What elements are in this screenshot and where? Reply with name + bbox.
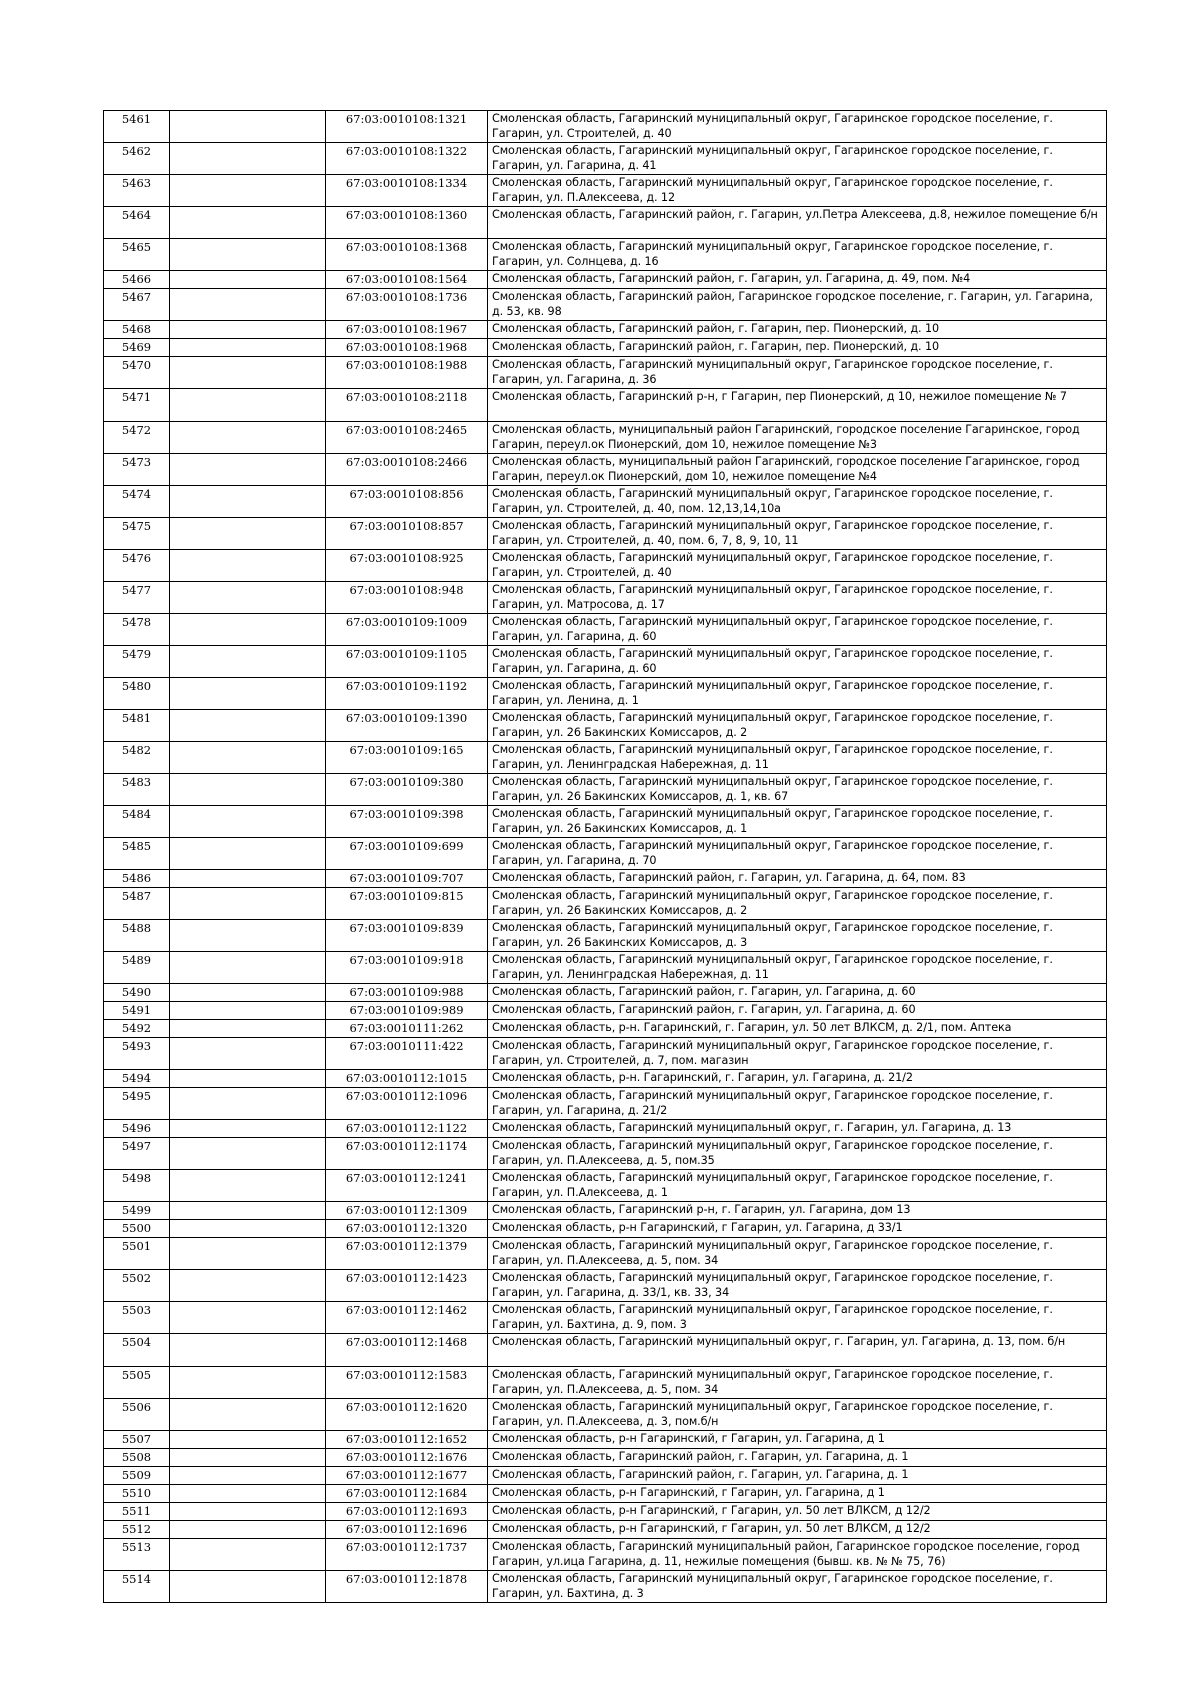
table-row <box>104 111 1107 143</box>
address-cell: Смоленская область, р-н Гагаринский, г Гагарин, ул. Гагарина, д 1 <box>488 1485 1107 1503</box>
cadastral-number: 67:03:0010112:1309 <box>326 1202 488 1220</box>
row-number: 5476 <box>104 550 170 582</box>
empty-cell <box>170 271 326 289</box>
row-number: 5504 <box>104 1334 170 1367</box>
empty-cell <box>170 1467 326 1485</box>
row-number: 5461 <box>104 111 170 143</box>
table-row <box>104 1431 1107 1449</box>
table-row <box>104 1020 1107 1038</box>
table-row <box>104 742 1107 774</box>
cadastral-number: 67:03:0010112:1241 <box>326 1170 488 1202</box>
address-cell: Смоленская область, р-н. Гагаринский, г. Гагарин, ул. Гагарина, д. 21/2 <box>488 1070 1107 1088</box>
address-cell: Смоленская область, Гагаринский район, г. Гагарин, ул. Гагарина, д. 60 <box>488 984 1107 1002</box>
empty-cell <box>170 1571 326 1603</box>
address-cell: Смоленская область, Гагаринский район, г. Гагарин, пер. Пионерский, д. 10 <box>488 339 1107 357</box>
table-row <box>104 678 1107 710</box>
table-row <box>104 1302 1107 1334</box>
row-number: 5478 <box>104 614 170 646</box>
address-cell: Смоленская область, Гагаринский муниципальный округ, Гагаринское городское поселение, г. Гагарин, ул. П.Алексеева, д. 12 <box>488 175 1107 207</box>
empty-cell <box>170 321 326 339</box>
row-number: 5477 <box>104 582 170 614</box>
table-row <box>104 1467 1107 1485</box>
row-number: 5500 <box>104 1220 170 1238</box>
address-cell: Смоленская область, Гагаринский муниципальный округ, Гагаринское городское поселение, г. Гагарин, ул. 26 Бакинских Комиссаров, д. 1 <box>488 806 1107 838</box>
cadastral-number: 67:03:0010109:1105 <box>326 646 488 678</box>
empty-cell <box>170 1485 326 1503</box>
table-row <box>104 321 1107 339</box>
table-row <box>104 550 1107 582</box>
empty-cell <box>170 1334 326 1367</box>
address-cell: Смоленская область, Гагаринский муниципальный округ, Гагаринское городское поселение, г. Гагарин, ул. Ленинградская Набережная, д. 11 <box>488 742 1107 774</box>
empty-cell <box>170 422 326 454</box>
empty-cell <box>170 1170 326 1202</box>
empty-cell <box>170 1302 326 1334</box>
empty-cell <box>170 952 326 984</box>
empty-cell <box>170 920 326 952</box>
empty-cell <box>170 289 326 321</box>
cadastral-number: 67:03:0010109:815 <box>326 888 488 920</box>
table-row <box>104 984 1107 1002</box>
empty-cell <box>170 357 326 389</box>
table-row <box>104 888 1107 920</box>
row-number: 5468 <box>104 321 170 339</box>
row-number: 5482 <box>104 742 170 774</box>
cadastral-number: 67:03:0010108:857 <box>326 518 488 550</box>
empty-cell <box>170 1270 326 1302</box>
cadastral-number: 67:03:0010109:988 <box>326 984 488 1002</box>
table-row <box>104 389 1107 422</box>
cadastral-number: 67:03:0010108:1368 <box>326 239 488 271</box>
empty-cell <box>170 389 326 422</box>
cadastral-number: 67:03:0010108:1334 <box>326 175 488 207</box>
table-row <box>104 710 1107 742</box>
cadastral-number: 67:03:0010108:1968 <box>326 339 488 357</box>
address-cell: Смоленская область, Гагаринский муниципальный округ, Гагаринское городское поселение, г. Гагарин, ул. Строителей, д. 40 <box>488 550 1107 582</box>
row-number: 5493 <box>104 1038 170 1070</box>
empty-cell <box>170 1120 326 1138</box>
row-number: 5475 <box>104 518 170 550</box>
table-row <box>104 870 1107 888</box>
empty-cell <box>170 838 326 870</box>
cadastral-number: 67:03:0010109:918 <box>326 952 488 984</box>
cadastral-number: 67:03:0010108:1322 <box>326 143 488 175</box>
cadastral-number: 67:03:0010112:1677 <box>326 1467 488 1485</box>
table-row <box>104 1002 1107 1020</box>
row-number: 5480 <box>104 678 170 710</box>
table-row <box>104 1170 1107 1202</box>
cadastral-number: 67:03:0010108:2118 <box>326 389 488 422</box>
row-number: 5487 <box>104 888 170 920</box>
cadastral-number: 67:03:0010112:1737 <box>326 1539 488 1571</box>
row-number: 5471 <box>104 389 170 422</box>
address-cell: Смоленская область, Гагаринский муниципальный округ, Гагаринское городское поселение, г. Гагарин, ул. П.Алексеева, д. 5, пом. 34 <box>488 1238 1107 1270</box>
cadastral-number: 67:03:0010109:380 <box>326 774 488 806</box>
address-cell: Смоленская область, Гагаринский муниципальный округ, Гагаринское городское поселение, г. Гагарин, ул. 26 Бакинских Комиссаров, д. 1, кв. 67 <box>488 774 1107 806</box>
address-cell: Смоленская область, Гагаринский муниципальный округ, Гагаринское городское поселение, г. Гагарин, ул. Гагарина, д. 41 <box>488 143 1107 175</box>
row-number: 5485 <box>104 838 170 870</box>
address-cell: Смоленская область, Гагаринский муниципальный округ, Гагаринское городское поселение, г. Гагарин, ул. Матросова, д. 17 <box>488 582 1107 614</box>
cadastral-number: 67:03:0010109:1009 <box>326 614 488 646</box>
cadastral-number: 67:03:0010109:707 <box>326 870 488 888</box>
empty-cell <box>170 774 326 806</box>
address-cell: Смоленская область, Гагаринский район, г. Гагарин, ул.Петра Алексеева, д.8, нежилое помещение б/н <box>488 207 1107 239</box>
row-number: 5464 <box>104 207 170 239</box>
empty-cell <box>170 710 326 742</box>
row-number: 5507 <box>104 1431 170 1449</box>
table-row <box>104 1521 1107 1539</box>
address-cell: Смоленская область, р-н Гагаринский, г Гагарин, ул. Гагарина, д 1 <box>488 1431 1107 1449</box>
cadastral-number: 67:03:0010109:1192 <box>326 678 488 710</box>
cadastral-number: 67:03:0010108:856 <box>326 486 488 518</box>
row-number: 5512 <box>104 1521 170 1539</box>
row-number: 5484 <box>104 806 170 838</box>
empty-cell <box>170 1367 326 1399</box>
cadastral-number: 67:03:0010112:1122 <box>326 1120 488 1138</box>
row-number: 5488 <box>104 920 170 952</box>
address-cell: Смоленская область, Гагаринский муниципальный округ, Гагаринское городское поселение, г. Гагарин, ул. Ленина, д. 1 <box>488 678 1107 710</box>
address-cell: Смоленская область, Гагаринский муниципальный округ, Гагаринское городское поселение, г. Гагарин, ул. Бахтина, д. 9, пом. 3 <box>488 1302 1107 1334</box>
empty-cell <box>170 550 326 582</box>
address-cell: Смоленская область, Гагаринский муниципальный округ, Гагаринское городское поселение, г. Гагарин, ул. Строителей, д. 40, пом. 6, 7, 8, 9, 10, 11 <box>488 518 1107 550</box>
empty-cell <box>170 1238 326 1270</box>
empty-cell <box>170 1020 326 1038</box>
cadastral-number: 67:03:0010109:398 <box>326 806 488 838</box>
empty-cell <box>170 984 326 1002</box>
address-cell: Смоленская область, Гагаринский муниципальный округ, Гагаринское городское поселение, г. Гагарин, ул. Гагарина, д. 70 <box>488 838 1107 870</box>
table-row <box>104 952 1107 984</box>
row-number: 5496 <box>104 1120 170 1138</box>
table-row <box>104 1270 1107 1302</box>
table-row <box>104 339 1107 357</box>
table-row <box>104 289 1107 321</box>
cadastral-number: 67:03:0010112:1676 <box>326 1449 488 1467</box>
row-number: 5465 <box>104 239 170 271</box>
address-cell: Смоленская область, муниципальный район Гагаринский, городское поселение Гагаринское, город Гагарин, переул.ок Пионерский, дом 10, нежилое помещение №3 <box>488 422 1107 454</box>
row-number: 5472 <box>104 422 170 454</box>
empty-cell <box>170 1088 326 1120</box>
empty-cell <box>170 454 326 486</box>
cadastral-number: 67:03:0010112:1652 <box>326 1431 488 1449</box>
row-number: 5486 <box>104 870 170 888</box>
cadastral-number: 67:03:0010112:1015 <box>326 1070 488 1088</box>
empty-cell <box>170 1449 326 1467</box>
cadastral-number: 67:03:0010112:1096 <box>326 1088 488 1120</box>
address-cell: Смоленская область, Гагаринский муниципальный округ, Гагаринское городское поселение, г. Гагарин, ул. Солнцева, д. 16 <box>488 239 1107 271</box>
row-number: 5497 <box>104 1138 170 1170</box>
table-row <box>104 838 1107 870</box>
empty-cell <box>170 1038 326 1070</box>
cadastral-number: 67:03:0010112:1320 <box>326 1220 488 1238</box>
address-cell: Смоленская область, Гагаринский район, г. Гагарин, ул. Гагарина, д. 1 <box>488 1449 1107 1467</box>
row-number: 5509 <box>104 1467 170 1485</box>
address-cell: Смоленская область, Гагаринский муниципальный округ, г. Гагарин, ул. Гагарина, д. 13 <box>488 1120 1107 1138</box>
address-cell: Смоленская область, Гагаринский район, г. Гагарин, ул. Гагарина, д. 1 <box>488 1467 1107 1485</box>
address-cell: Смоленская область, р-н Гагаринский, г Гагарин, ул. 50 лет ВЛКСМ, д 12/2 <box>488 1521 1107 1539</box>
cadastral-number: 67:03:0010108:2465 <box>326 422 488 454</box>
address-cell: Смоленская область, Гагаринский муниципальный округ, Гагаринское городское поселение, г. Гагарин, ул. Ленинградская Набережная, д. 11 <box>488 952 1107 984</box>
row-number: 5513 <box>104 1539 170 1571</box>
table-row <box>104 774 1107 806</box>
table-row <box>104 1220 1107 1238</box>
row-number: 5470 <box>104 357 170 389</box>
address-cell: Смоленская область, Гагаринский муниципальный округ, Гагаринское городское поселение, г. Гагарин, ул. Бахтина, д. 3 <box>488 1571 1107 1603</box>
property-registry-table <box>103 110 1107 1603</box>
address-cell: Смоленская область, Гагаринский муниципальный округ, Гагаринское городское поселение, г. Гагарин, ул. Гагарина, д. 60 <box>488 646 1107 678</box>
table-row <box>104 239 1107 271</box>
row-number: 5502 <box>104 1270 170 1302</box>
address-cell: Смоленская область, Гагаринский муниципальный район, Гагаринское городское поселение, город Гагарин, ул.ица Гагарина, д. 11, нежилые помещения (бывш. кв. № № 75, 76) <box>488 1539 1107 1571</box>
address-cell: Смоленская область, Гагаринский р-н, г Гагарин, пер Пионерский, д 10, нежилое помещение № 7 <box>488 389 1107 422</box>
empty-cell <box>170 806 326 838</box>
cadastral-number: 67:03:0010109:1390 <box>326 710 488 742</box>
row-number: 5462 <box>104 143 170 175</box>
empty-cell <box>170 614 326 646</box>
address-cell: Смоленская область, Гагаринский муниципальный округ, Гагаринское городское поселение, г. Гагарин, ул. Строителей, д. 40, пом. 12,13,14,10а <box>488 486 1107 518</box>
table-row <box>104 1485 1107 1503</box>
empty-cell <box>170 1539 326 1571</box>
cadastral-number: 67:03:0010112:1693 <box>326 1503 488 1521</box>
empty-cell <box>170 486 326 518</box>
table-row <box>104 357 1107 389</box>
table-row <box>104 1334 1107 1367</box>
row-number: 5511 <box>104 1503 170 1521</box>
empty-cell <box>170 111 326 143</box>
row-number: 5508 <box>104 1449 170 1467</box>
empty-cell <box>170 1521 326 1539</box>
cadastral-number: 67:03:0010109:165 <box>326 742 488 774</box>
table-row <box>104 1539 1107 1571</box>
table-row <box>104 1571 1107 1603</box>
table-row <box>104 646 1107 678</box>
address-cell: Смоленская область, Гагаринский муниципальный округ, Гагаринское городское поселение, г. Гагарин, ул. Гагарина, д. 36 <box>488 357 1107 389</box>
empty-cell <box>170 1220 326 1238</box>
row-number: 5499 <box>104 1202 170 1220</box>
cadastral-number: 67:03:0010108:1564 <box>326 271 488 289</box>
address-cell: Смоленская область, р-н Гагаринский, г Гагарин, ул. 50 лет ВЛКСМ, д 12/2 <box>488 1503 1107 1521</box>
address-cell: Смоленская область, Гагаринский муниципальный округ, Гагаринское городское поселение, г. Гагарин, ул. Строителей, д. 40 <box>488 111 1107 143</box>
table-row <box>104 1399 1107 1431</box>
cadastral-number: 67:03:0010108:1967 <box>326 321 488 339</box>
address-cell: Смоленская область, Гагаринский муниципальный округ, Гагаринское городское поселение, г. Гагарин, ул. 26 Бакинских Комиссаров, д. 2 <box>488 888 1107 920</box>
address-cell: Смоленская область, Гагаринский район, Гагаринское городское поселение, г. Гагарин, ул. Гагарина, д. 53, кв. 98 <box>488 289 1107 321</box>
address-cell: Смоленская область, р-н Гагаринский, г Гагарин, ул. Гагарина, д 33/1 <box>488 1220 1107 1238</box>
row-number: 5494 <box>104 1070 170 1088</box>
row-number: 5467 <box>104 289 170 321</box>
row-number: 5491 <box>104 1002 170 1020</box>
row-number: 5514 <box>104 1571 170 1603</box>
cadastral-number: 67:03:0010112:1423 <box>326 1270 488 1302</box>
table-row <box>104 920 1107 952</box>
row-number: 5501 <box>104 1238 170 1270</box>
row-number: 5498 <box>104 1170 170 1202</box>
cadastral-number: 67:03:0010108:1988 <box>326 357 488 389</box>
row-number: 5492 <box>104 1020 170 1038</box>
cadastral-number: 67:03:0010112:1468 <box>326 1334 488 1367</box>
table-row <box>104 806 1107 838</box>
empty-cell <box>170 1202 326 1220</box>
cadastral-number: 67:03:0010112:1379 <box>326 1238 488 1270</box>
cadastral-number: 67:03:0010108:1736 <box>326 289 488 321</box>
table-row <box>104 1238 1107 1270</box>
address-cell: Смоленская область, Гагаринский муниципальный округ, Гагаринское городское поселение, г. Гагарин, ул. 26 Бакинских Комиссаров, д. 2 <box>488 710 1107 742</box>
address-cell: Смоленская область, Гагаринский район, г. Гагарин, ул. Гагарина, д. 49, пом. №4 <box>488 271 1107 289</box>
address-cell: Смоленская область, Гагаринский муниципальный округ, Гагаринское городское поселение, г. Гагарин, ул. Гагарина, д. 33/1, кв. 33, 34 <box>488 1270 1107 1302</box>
empty-cell <box>170 646 326 678</box>
row-number: 5506 <box>104 1399 170 1431</box>
empty-cell <box>170 1503 326 1521</box>
empty-cell <box>170 870 326 888</box>
row-number: 5479 <box>104 646 170 678</box>
cadastral-number: 67:03:0010109:839 <box>326 920 488 952</box>
cadastral-number: 67:03:0010112:1696 <box>326 1521 488 1539</box>
table-row <box>104 454 1107 486</box>
table-row <box>104 1120 1107 1138</box>
table-row <box>104 271 1107 289</box>
row-number: 5489 <box>104 952 170 984</box>
cadastral-number: 67:03:0010108:925 <box>326 550 488 582</box>
table-row <box>104 582 1107 614</box>
table-row <box>104 175 1107 207</box>
empty-cell <box>170 207 326 239</box>
address-cell: Смоленская область, Гагаринский муниципальный округ, Гагаринское городское поселение, г. Гагарин, ул. Строителей, д. 7, пом. магазин <box>488 1038 1107 1070</box>
empty-cell <box>170 339 326 357</box>
empty-cell <box>170 888 326 920</box>
address-cell: Смоленская область, Гагаринский муниципальный округ, Гагаринское городское поселение, г. Гагарин, ул. П.Алексеева, д. 1 <box>488 1170 1107 1202</box>
table-row <box>104 143 1107 175</box>
address-cell: Смоленская область, Гагаринский муниципальный округ, Гагаринское городское поселение, г. Гагарин, ул. Гагарина, д. 21/2 <box>488 1088 1107 1120</box>
table-row <box>104 207 1107 239</box>
table-row <box>104 518 1107 550</box>
table-row <box>104 1070 1107 1088</box>
table-body <box>104 111 1107 1603</box>
address-cell: Смоленская область, Гагаринский р-н, г. Гагарин, ул. Гагарина, дом 13 <box>488 1202 1107 1220</box>
address-cell: Смоленская область, Гагаринский муниципальный округ, Гагаринское городское поселение, г. Гагарин, ул. П.Алексеева, д. 5, пом. 34 <box>488 1367 1107 1399</box>
row-number: 5466 <box>104 271 170 289</box>
table-row <box>104 1038 1107 1070</box>
row-number: 5481 <box>104 710 170 742</box>
cadastral-number: 67:03:0010112:1583 <box>326 1367 488 1399</box>
cadastral-number: 67:03:0010111:422 <box>326 1038 488 1070</box>
empty-cell <box>170 1138 326 1170</box>
empty-cell <box>170 742 326 774</box>
row-number: 5483 <box>104 774 170 806</box>
empty-cell <box>170 518 326 550</box>
row-number: 5495 <box>104 1088 170 1120</box>
address-cell: Смоленская область, Гагаринский район, г. Гагарин, ул. Гагарина, д. 64, пом. 83 <box>488 870 1107 888</box>
cadastral-number: 67:03:0010111:262 <box>326 1020 488 1038</box>
empty-cell <box>170 582 326 614</box>
table-row <box>104 1138 1107 1170</box>
table-row <box>104 1088 1107 1120</box>
table-row <box>104 1202 1107 1220</box>
row-number: 5474 <box>104 486 170 518</box>
cadastral-number: 67:03:0010109:989 <box>326 1002 488 1020</box>
address-cell: Смоленская область, муниципальный район Гагаринский, городское поселение Гагаринское, город Гагарин, переул.ок Пионерский, дом 10, нежилое помещение №4 <box>488 454 1107 486</box>
empty-cell <box>170 1002 326 1020</box>
address-cell: Смоленская область, Гагаринский муниципальный округ, Гагаринское городское поселение, г. Гагарин, ул. П.Алексеева, д. 5, пом.35 <box>488 1138 1107 1170</box>
empty-cell <box>170 1399 326 1431</box>
table-row <box>104 614 1107 646</box>
empty-cell <box>170 175 326 207</box>
address-cell: Смоленская область, Гагаринский муниципальный округ, Гагаринское городское поселение, г. Гагарин, ул. 26 Бакинских Комиссаров, д. 3 <box>488 920 1107 952</box>
row-number: 5505 <box>104 1367 170 1399</box>
row-number: 5473 <box>104 454 170 486</box>
address-cell: Смоленская область, р-н. Гагаринский, г. Гагарин, ул. 50 лет ВЛКСМ, д. 2/1, пом. Аптека <box>488 1020 1107 1038</box>
table-row <box>104 1449 1107 1467</box>
row-number: 5510 <box>104 1485 170 1503</box>
empty-cell <box>170 678 326 710</box>
row-number: 5490 <box>104 984 170 1002</box>
address-cell: Смоленская область, Гагаринский муниципальный округ, Гагаринское городское поселение, г. Гагарин, ул. П.Алексеева, д. 3, пом.б/н <box>488 1399 1107 1431</box>
table-row <box>104 1503 1107 1521</box>
cadastral-number: 67:03:0010108:2466 <box>326 454 488 486</box>
cadastral-number: 67:03:0010112:1878 <box>326 1571 488 1603</box>
address-cell: Смоленская область, Гагаринский район, г. Гагарин, ул. Гагарина, д. 60 <box>488 1002 1107 1020</box>
address-cell: Смоленская область, Гагаринский район, г. Гагарин, пер. Пионерский, д. 10 <box>488 321 1107 339</box>
cadastral-number: 67:03:0010112:1462 <box>326 1302 488 1334</box>
row-number: 5463 <box>104 175 170 207</box>
empty-cell <box>170 239 326 271</box>
cadastral-number: 67:03:0010109:699 <box>326 838 488 870</box>
cadastral-number: 67:03:0010112:1174 <box>326 1138 488 1170</box>
cadastral-number: 67:03:0010108:948 <box>326 582 488 614</box>
address-cell: Смоленская область, Гагаринский муниципальный округ, Гагаринское городское поселение, г. Гагарин, ул. Гагарина, д. 60 <box>488 614 1107 646</box>
row-number: 5503 <box>104 1302 170 1334</box>
cadastral-number: 67:03:0010112:1684 <box>326 1485 488 1503</box>
empty-cell <box>170 143 326 175</box>
empty-cell <box>170 1431 326 1449</box>
empty-cell <box>170 1070 326 1088</box>
table-row <box>104 1367 1107 1399</box>
table-row <box>104 486 1107 518</box>
cadastral-number: 67:03:0010108:1321 <box>326 111 488 143</box>
row-number: 5469 <box>104 339 170 357</box>
address-cell: Смоленская область, Гагаринский муниципальный округ, г. Гагарин, ул. Гагарина, д. 13, пом. б/н <box>488 1334 1107 1367</box>
cadastral-number: 67:03:0010112:1620 <box>326 1399 488 1431</box>
cadastral-number: 67:03:0010108:1360 <box>326 207 488 239</box>
table-row <box>104 422 1107 454</box>
